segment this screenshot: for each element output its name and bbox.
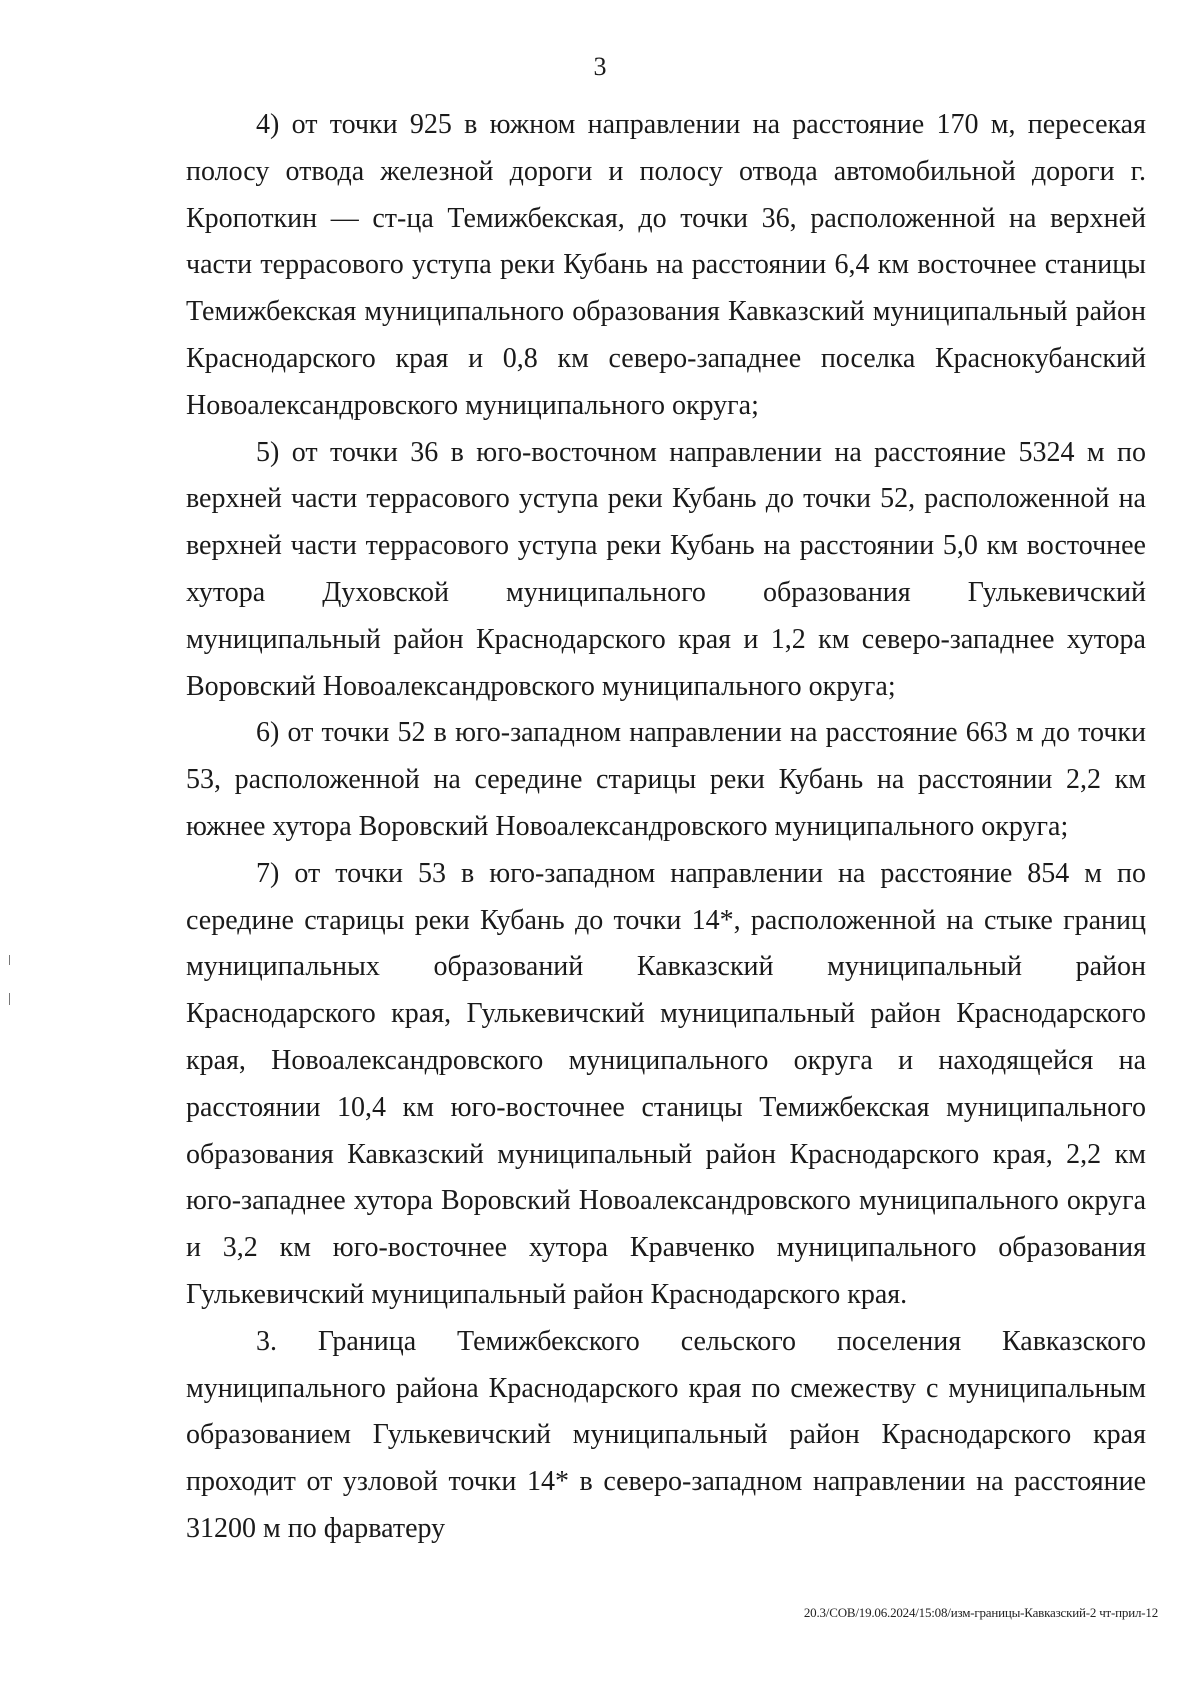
margin-mark: [9, 993, 10, 1005]
margin-mark: [9, 955, 10, 965]
paragraph-section-3: 3. Граница Темижбекского сельского поселения Кавказского муниципального района Краснодарского края по смежеству с муниципальным образованием Гулькевичский муниципальный район Краснодарского края проходит от узловой точки 14* в северо-западном направлении на расстояние 31200 м по фарватеру: [186, 1325, 1146, 1544]
paragraph-item-4: 4) от точки 925 в южном направлении на расстояние 170 м, пересекая полосу отвода железной дороги и полосу отвода автомобильной дороги г. Кропоткин — ст-ца Темижбекская, до точки 36, расположенной на верхней части террасового уступа реки Кубань на расстоянии 6,4 км восточнее станицы Темижбекская муниципального образования Кавказский муниципальный район Краснодарского края и 0,8 км северо-западнее поселка Краснокубанский Новоалександровского муниципального округа;: [186, 109, 1146, 421]
document-body: [186, 102, 1146, 1553]
paragraph-item-5: 5) от точки 36 в юго-восточном направлении на расстояние 5324 м по верхней части террасового уступа реки Кубань до точки 52, расположенной на верхней части террасового уступа реки Кубань на расстоянии 5,0 км восточнее хутора Духовской муниципального образования Гулькевичский муниципальный район Краснодарского края и 1,2 км северо-западнее хутора Воровский Новоалександровского муниципального округа;: [186, 436, 1146, 702]
paragraph-item-7: 7) от точки 53 в юго-западном направлении на расстояние 854 м по середине старицы реки Кубань до точки 14*, расположенной на стыке границ муниципальных образований Кавказский муниципальный район Краснодарского края, Гулькевичский муниципальный район Краснодарского края, Новоалександровского муниципального округа и находящейся на расстоянии 10,4 км юго-восточнее станицы Темижбекская муниципального образования Кавказский муниципальный район Краснодарского края, 2,2 км юго-западнее хутора Воровский Новоалександровского муниципального округа и 3,2 км юго-восточнее хутора Кравченко муниципального образования Гулькевичский муниципальный район Краснодарского края.: [186, 857, 1146, 1310]
footer-file-reference: 20.3/СОВ/19.06.2024/15:08/изм-границы-Кавказский-2 чт-прил-12: [803, 1605, 1158, 1620]
page-number: 3: [593, 52, 607, 81]
paragraph-item-6: 6) от точки 52 в юго-западном направлении на расстояние 663 м до точки 53, расположенной на середине старицы реки Кубань на расстоянии 2,2 км южнее хутора Воровский Новоалександровского муниципального округа;: [186, 717, 1146, 842]
